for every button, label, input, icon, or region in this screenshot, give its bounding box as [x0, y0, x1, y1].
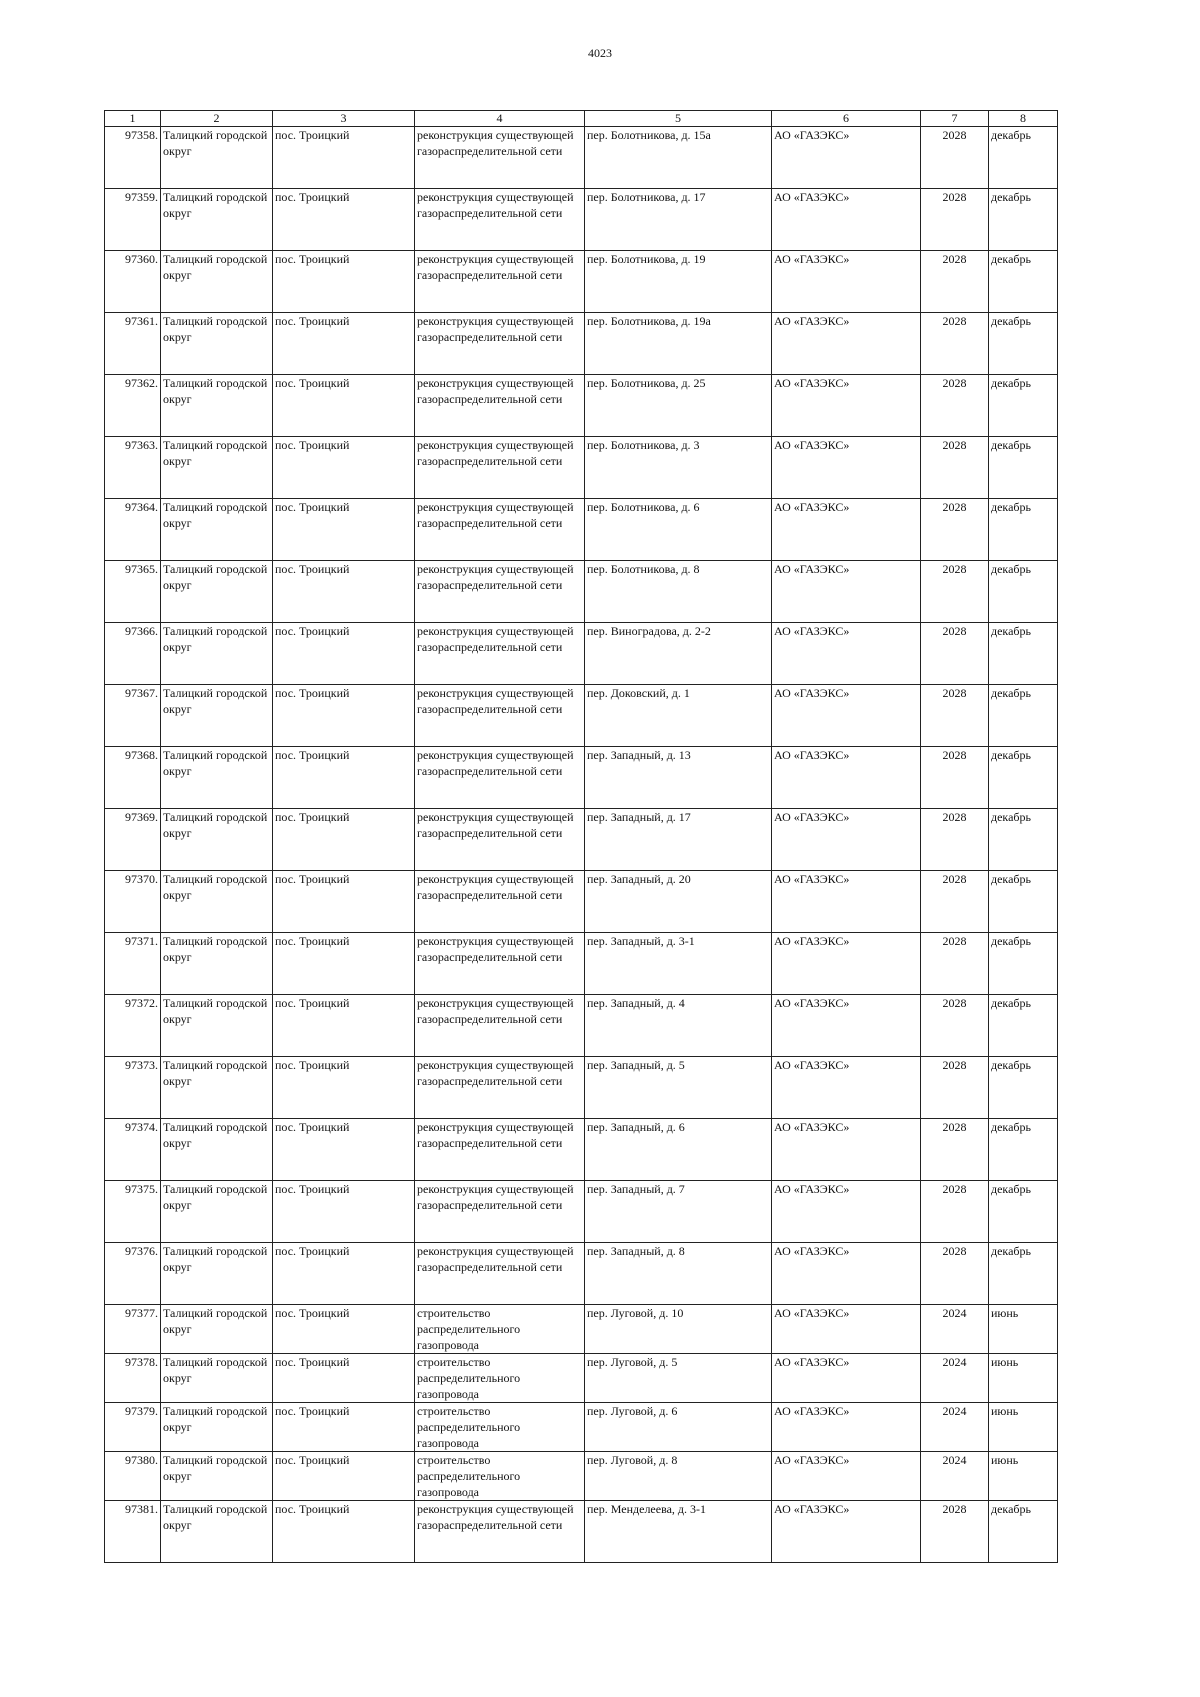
column-header: 4 — [415, 111, 585, 127]
table-row — [105, 375, 1058, 437]
work-type-cell: реконструкция существующей газораспределительной сети — [415, 189, 585, 251]
month-cell: декабрь — [989, 995, 1058, 1057]
month-cell: декабрь — [989, 251, 1058, 313]
address-cell: пер. Луговой, д. 5 — [585, 1354, 772, 1403]
year-cell: 2028 — [921, 747, 989, 809]
register-table — [104, 110, 1058, 1563]
table-row — [105, 437, 1058, 499]
address-cell: пер. Виноградова, д. 2-2 — [585, 623, 772, 685]
table-row — [105, 499, 1058, 561]
month-cell: декабрь — [989, 1181, 1058, 1243]
year-cell: 2028 — [921, 1243, 989, 1305]
table-row — [105, 189, 1058, 251]
address-cell: пер. Болотникова, д. 25 — [585, 375, 772, 437]
row-number-cell: 97369. — [105, 809, 161, 871]
district-cell: Талицкий городской округ — [161, 1354, 273, 1403]
work-type-cell: реконструкция существующей газораспределительной сети — [415, 1243, 585, 1305]
work-type-cell: строительство распределительного газопровода — [415, 1305, 585, 1354]
row-number-cell: 97364. — [105, 499, 161, 561]
year-cell: 2028 — [921, 251, 989, 313]
organization-cell: АО «ГАЗЭКС» — [772, 995, 921, 1057]
month-cell: декабрь — [989, 809, 1058, 871]
row-number-cell: 97367. — [105, 685, 161, 747]
locality-cell: пос. Троицкий — [273, 685, 415, 747]
organization-cell: АО «ГАЗЭКС» — [772, 1305, 921, 1354]
table-body — [105, 127, 1058, 1563]
work-type-cell: реконструкция существующей газораспределительной сети — [415, 933, 585, 995]
table-row — [105, 313, 1058, 375]
organization-cell: АО «ГАЗЭКС» — [772, 809, 921, 871]
address-cell: пер. Доковский, д. 1 — [585, 685, 772, 747]
table-row — [105, 251, 1058, 313]
organization-cell: АО «ГАЗЭКС» — [772, 623, 921, 685]
year-cell: 2028 — [921, 561, 989, 623]
row-number-cell: 97371. — [105, 933, 161, 995]
locality-cell: пос. Троицкий — [273, 251, 415, 313]
month-cell: июнь — [989, 1305, 1058, 1354]
organization-cell: АО «ГАЗЭКС» — [772, 1354, 921, 1403]
table-row — [105, 1119, 1058, 1181]
month-cell: декабрь — [989, 189, 1058, 251]
address-cell: пер. Болотникова, д. 19а — [585, 313, 772, 375]
year-cell: 2024 — [921, 1305, 989, 1354]
work-type-cell: реконструкция существующей газораспределительной сети — [415, 995, 585, 1057]
row-number-cell: 97378. — [105, 1354, 161, 1403]
district-cell: Талицкий городской округ — [161, 685, 273, 747]
month-cell: декабрь — [989, 375, 1058, 437]
year-cell: 2028 — [921, 313, 989, 375]
address-cell: пер. Болотникова, д. 3 — [585, 437, 772, 499]
row-number-cell: 97376. — [105, 1243, 161, 1305]
locality-cell: пос. Троицкий — [273, 127, 415, 189]
month-cell: декабрь — [989, 1501, 1058, 1563]
year-cell: 2028 — [921, 685, 989, 747]
district-cell: Талицкий городской округ — [161, 1305, 273, 1354]
address-cell: пер. Болотникова, д. 17 — [585, 189, 772, 251]
organization-cell: АО «ГАЗЭКС» — [772, 127, 921, 189]
column-header: 7 — [921, 111, 989, 127]
work-type-cell: реконструкция существующей газораспределительной сети — [415, 1501, 585, 1563]
locality-cell: пос. Троицкий — [273, 933, 415, 995]
locality-cell: пос. Троицкий — [273, 1452, 415, 1501]
table-row — [105, 1452, 1058, 1501]
year-cell: 2024 — [921, 1452, 989, 1501]
year-cell: 2028 — [921, 809, 989, 871]
work-type-cell: реконструкция существующей газораспределительной сети — [415, 1181, 585, 1243]
year-cell: 2028 — [921, 499, 989, 561]
column-header: 2 — [161, 111, 273, 127]
year-cell: 2024 — [921, 1403, 989, 1452]
locality-cell: пос. Троицкий — [273, 1501, 415, 1563]
month-cell: декабрь — [989, 313, 1058, 375]
organization-cell: АО «ГАЗЭКС» — [772, 1501, 921, 1563]
row-number-cell: 97360. — [105, 251, 161, 313]
district-cell: Талицкий городской округ — [161, 1119, 273, 1181]
row-number-cell: 97359. — [105, 189, 161, 251]
locality-cell: пос. Троицкий — [273, 189, 415, 251]
locality-cell: пос. Троицкий — [273, 1403, 415, 1452]
row-number-cell: 97375. — [105, 1181, 161, 1243]
address-cell: пер. Западный, д. 3-1 — [585, 933, 772, 995]
locality-cell: пос. Троицкий — [273, 623, 415, 685]
year-cell: 2028 — [921, 375, 989, 437]
organization-cell: АО «ГАЗЭКС» — [772, 375, 921, 437]
month-cell: декабрь — [989, 871, 1058, 933]
address-cell: пер. Луговой, д. 8 — [585, 1452, 772, 1501]
work-type-cell: реконструкция существующей газораспределительной сети — [415, 313, 585, 375]
table-row — [105, 747, 1058, 809]
column-header: 6 — [772, 111, 921, 127]
column-header: 8 — [989, 111, 1058, 127]
row-number-cell: 97362. — [105, 375, 161, 437]
table-row — [105, 933, 1058, 995]
district-cell: Талицкий городской округ — [161, 189, 273, 251]
district-cell: Талицкий городской округ — [161, 313, 273, 375]
table-row — [105, 1057, 1058, 1119]
locality-cell: пос. Троицкий — [273, 1354, 415, 1403]
work-type-cell: реконструкция существующей газораспределительной сети — [415, 685, 585, 747]
year-cell: 2028 — [921, 623, 989, 685]
month-cell: декабрь — [989, 499, 1058, 561]
locality-cell: пос. Троицкий — [273, 1243, 415, 1305]
table-row — [105, 685, 1058, 747]
organization-cell: АО «ГАЗЭКС» — [772, 685, 921, 747]
district-cell: Талицкий городской округ — [161, 499, 273, 561]
address-cell: пер. Болотникова, д. 15а — [585, 127, 772, 189]
year-cell: 2028 — [921, 1119, 989, 1181]
district-cell: Талицкий городской округ — [161, 1057, 273, 1119]
row-number-cell: 97368. — [105, 747, 161, 809]
address-cell: пер. Западный, д. 4 — [585, 995, 772, 1057]
month-cell: декабрь — [989, 437, 1058, 499]
month-cell: декабрь — [989, 561, 1058, 623]
address-cell: пер. Западный, д. 6 — [585, 1119, 772, 1181]
work-type-cell: реконструкция существующей газораспределительной сети — [415, 623, 585, 685]
month-cell: июнь — [989, 1354, 1058, 1403]
locality-cell: пос. Троицкий — [273, 1057, 415, 1119]
district-cell: Талицкий городской округ — [161, 1452, 273, 1501]
row-number-cell: 97365. — [105, 561, 161, 623]
row-number-cell: 97361. — [105, 313, 161, 375]
year-cell: 2028 — [921, 1181, 989, 1243]
column-header: 5 — [585, 111, 772, 127]
district-cell: Талицкий городской округ — [161, 1181, 273, 1243]
address-cell: пер. Болотникова, д. 19 — [585, 251, 772, 313]
locality-cell: пос. Троицкий — [273, 313, 415, 375]
locality-cell: пос. Троицкий — [273, 1119, 415, 1181]
work-type-cell: строительство распределительного газопровода — [415, 1354, 585, 1403]
district-cell: Талицкий городской округ — [161, 747, 273, 809]
address-cell: пер. Болотникова, д. 6 — [585, 499, 772, 561]
work-type-cell: реконструкция существующей газораспределительной сети — [415, 437, 585, 499]
organization-cell: АО «ГАЗЭКС» — [772, 313, 921, 375]
work-type-cell: реконструкция существующей газораспределительной сети — [415, 251, 585, 313]
work-type-cell: реконструкция существующей газораспределительной сети — [415, 127, 585, 189]
district-cell: Талицкий городской округ — [161, 809, 273, 871]
organization-cell: АО «ГАЗЭКС» — [772, 933, 921, 995]
year-cell: 2028 — [921, 1057, 989, 1119]
locality-cell: пос. Троицкий — [273, 1181, 415, 1243]
work-type-cell: реконструкция существующей газораспределительной сети — [415, 747, 585, 809]
year-cell: 2028 — [921, 995, 989, 1057]
locality-cell: пос. Троицкий — [273, 1305, 415, 1354]
work-type-cell: реконструкция существующей газораспределительной сети — [415, 561, 585, 623]
district-cell: Талицкий городской округ — [161, 995, 273, 1057]
work-type-cell: реконструкция существующей газораспределительной сети — [415, 809, 585, 871]
locality-cell: пос. Троицкий — [273, 871, 415, 933]
table-row — [105, 1305, 1058, 1354]
address-cell: пер. Болотникова, д. 8 — [585, 561, 772, 623]
work-type-cell: реконструкция существующей газораспределительной сети — [415, 1057, 585, 1119]
column-header: 3 — [273, 111, 415, 127]
district-cell: Талицкий городской округ — [161, 871, 273, 933]
row-number-cell: 97363. — [105, 437, 161, 499]
district-cell: Талицкий городской округ — [161, 251, 273, 313]
row-number-cell: 97370. — [105, 871, 161, 933]
month-cell: июнь — [989, 1452, 1058, 1501]
year-cell: 2028 — [921, 437, 989, 499]
row-number-cell: 97380. — [105, 1452, 161, 1501]
year-cell: 2028 — [921, 189, 989, 251]
district-cell: Талицкий городской округ — [161, 1501, 273, 1563]
month-cell: июнь — [989, 1403, 1058, 1452]
year-cell: 2028 — [921, 1501, 989, 1563]
address-cell: пер. Западный, д. 17 — [585, 809, 772, 871]
organization-cell: АО «ГАЗЭКС» — [772, 1243, 921, 1305]
locality-cell: пос. Троицкий — [273, 561, 415, 623]
month-cell: декабрь — [989, 933, 1058, 995]
row-number-cell: 97381. — [105, 1501, 161, 1563]
work-type-cell: строительство распределительного газопровода — [415, 1403, 585, 1452]
month-cell: декабрь — [989, 685, 1058, 747]
table-row — [105, 623, 1058, 685]
month-cell: декабрь — [989, 1057, 1058, 1119]
row-number-cell: 97373. — [105, 1057, 161, 1119]
table-row — [105, 1354, 1058, 1403]
district-cell: Талицкий городской округ — [161, 127, 273, 189]
column-header: 1 — [105, 111, 161, 127]
organization-cell: АО «ГАЗЭКС» — [772, 251, 921, 313]
locality-cell: пос. Троицкий — [273, 747, 415, 809]
table-row — [105, 127, 1058, 189]
address-cell: пер. Западный, д. 7 — [585, 1181, 772, 1243]
work-type-cell: строительство распределительного газопровода — [415, 1452, 585, 1501]
district-cell: Талицкий городской округ — [161, 561, 273, 623]
table-row — [105, 1403, 1058, 1452]
row-number-cell: 97366. — [105, 623, 161, 685]
table-row — [105, 995, 1058, 1057]
district-cell: Талицкий городской округ — [161, 933, 273, 995]
table-row — [105, 1501, 1058, 1563]
locality-cell: пос. Троицкий — [273, 375, 415, 437]
address-cell: пер. Западный, д. 8 — [585, 1243, 772, 1305]
column-number-row — [105, 111, 1058, 127]
organization-cell: АО «ГАЗЭКС» — [772, 189, 921, 251]
year-cell: 2028 — [921, 933, 989, 995]
work-type-cell: реконструкция существующей газораспределительной сети — [415, 1119, 585, 1181]
organization-cell: АО «ГАЗЭКС» — [772, 437, 921, 499]
district-cell: Талицкий городской округ — [161, 1243, 273, 1305]
year-cell: 2028 — [921, 871, 989, 933]
locality-cell: пос. Троицкий — [273, 995, 415, 1057]
row-number-cell: 97377. — [105, 1305, 161, 1354]
month-cell: декабрь — [989, 1243, 1058, 1305]
organization-cell: АО «ГАЗЭКС» — [772, 1403, 921, 1452]
district-cell: Талицкий городской округ — [161, 375, 273, 437]
month-cell: декабрь — [989, 1119, 1058, 1181]
organization-cell: АО «ГАЗЭКС» — [772, 1181, 921, 1243]
year-cell: 2024 — [921, 1354, 989, 1403]
table-row — [105, 1243, 1058, 1305]
address-cell: пер. Луговой, д. 10 — [585, 1305, 772, 1354]
locality-cell: пос. Троицкий — [273, 499, 415, 561]
row-number-cell: 97358. — [105, 127, 161, 189]
month-cell: декабрь — [989, 747, 1058, 809]
locality-cell: пос. Троицкий — [273, 809, 415, 871]
address-cell: пер. Западный, д. 20 — [585, 871, 772, 933]
table-row — [105, 1181, 1058, 1243]
district-cell: Талицкий городской округ — [161, 1403, 273, 1452]
table-row — [105, 809, 1058, 871]
organization-cell: АО «ГАЗЭКС» — [772, 1452, 921, 1501]
district-cell: Талицкий городской округ — [161, 437, 273, 499]
work-type-cell: реконструкция существующей газораспределительной сети — [415, 499, 585, 561]
locality-cell: пос. Троицкий — [273, 437, 415, 499]
work-type-cell: реконструкция существующей газораспределительной сети — [415, 871, 585, 933]
organization-cell: АО «ГАЗЭКС» — [772, 871, 921, 933]
row-number-cell: 97374. — [105, 1119, 161, 1181]
table-row — [105, 871, 1058, 933]
address-cell: пер. Западный, д. 5 — [585, 1057, 772, 1119]
page-number: 4023 — [588, 46, 612, 60]
month-cell: декабрь — [989, 623, 1058, 685]
organization-cell: АО «ГАЗЭКС» — [772, 499, 921, 561]
organization-cell: АО «ГАЗЭКС» — [772, 747, 921, 809]
table-row — [105, 561, 1058, 623]
year-cell: 2028 — [921, 127, 989, 189]
work-type-cell: реконструкция существующей газораспределительной сети — [415, 375, 585, 437]
organization-cell: АО «ГАЗЭКС» — [772, 1119, 921, 1181]
address-cell: пер. Менделеева, д. 3-1 — [585, 1501, 772, 1563]
district-cell: Талицкий городской округ — [161, 623, 273, 685]
address-cell: пер. Западный, д. 13 — [585, 747, 772, 809]
month-cell: декабрь — [989, 127, 1058, 189]
organization-cell: АО «ГАЗЭКС» — [772, 1057, 921, 1119]
address-cell: пер. Луговой, д. 6 — [585, 1403, 772, 1452]
row-number-cell: 97372. — [105, 995, 161, 1057]
organization-cell: АО «ГАЗЭКС» — [772, 561, 921, 623]
row-number-cell: 97379. — [105, 1403, 161, 1452]
